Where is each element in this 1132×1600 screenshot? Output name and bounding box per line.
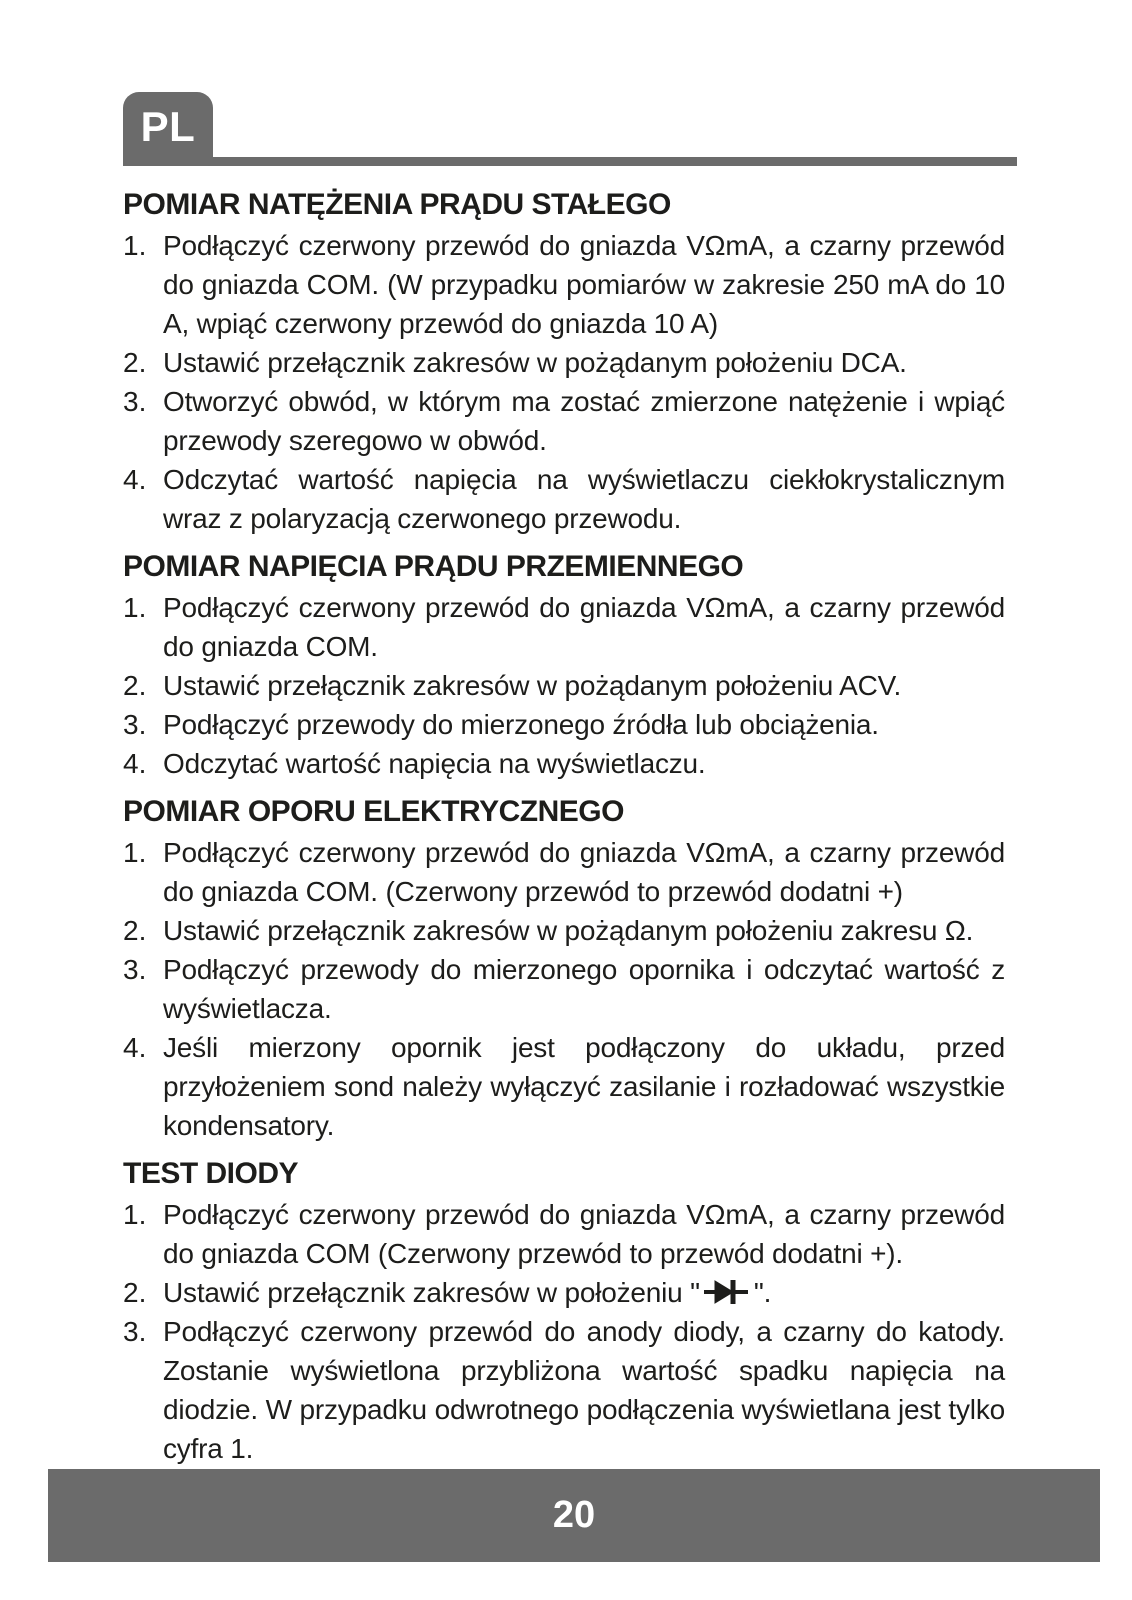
list-item-number: 3. — [123, 1316, 147, 1347]
language-tab — [123, 92, 213, 166]
list-item — [123, 666, 1005, 705]
list-item-number: 3. — [123, 954, 147, 985]
list-item-text: Ustawić przełącznik zakresów w pożądanym położeniu DCA. — [163, 347, 907, 378]
list-item-text: Podłączyć czerwony przewód do gniazda VΩmA, a czarny przewód do gniazda COM. (Czerwony przewód to przewód dodatni +) — [163, 837, 1005, 907]
list-item-text: Odczytać wartość napięcia na wyświetlaczu ciekłokrystalicznym wraz z polaryzacją czerwonego przewodu. — [163, 464, 1005, 534]
list-item-text: Podłączyć czerwony przewód do gniazda VΩmA, a czarny przewód do gniazda COM (Czerwony przewód to przewód dodatni +). — [163, 1199, 1005, 1269]
list-item-text: Odczytać wartość napięcia na wyświetlaczu. — [163, 748, 706, 779]
list-item — [123, 1195, 1005, 1273]
content-column — [123, 186, 1005, 1468]
list-item-text: Podłączyć czerwony przewód do gniazda VΩmA, a czarny przewód do gniazda COM. — [163, 592, 1005, 662]
list-item — [123, 705, 1005, 744]
list-item — [123, 1028, 1005, 1145]
list-item-text: Podłączyć czerwony przewód do gniazda VΩmA, a czarny przewód do gniazda COM. (W przypadku pomiarów w zakresie 250 mA do 10 A, wpiąć czerwony przewód do gniazda 10 A) — [163, 230, 1005, 339]
section-title: POMIAR NATĘŻENIA PRĄDU STAŁEGO — [123, 188, 671, 221]
list-item-number: 1. — [123, 592, 147, 623]
step-list — [123, 588, 1005, 783]
list-item-number: 2. — [123, 347, 147, 378]
section-diode-test — [123, 1155, 1005, 1468]
list-item-number: 2. — [123, 915, 147, 946]
list-item — [123, 744, 1005, 783]
list-item-number: 1. — [123, 230, 147, 261]
list-item-text-suffix: ". — [753, 1277, 772, 1308]
section-ac-voltage-measurement — [123, 548, 1005, 783]
list-item-number: 2. — [123, 670, 147, 701]
list-item-number: 1. — [123, 1199, 147, 1230]
section-dc-current-measurement — [123, 186, 1005, 538]
list-item — [123, 950, 1005, 1028]
section-resistance-measurement — [123, 793, 1005, 1145]
header-divider-bar — [123, 157, 1017, 166]
section-title: TEST DIODY — [123, 1157, 299, 1190]
list-item-text — [163, 1273, 1005, 1312]
list-item-number: 3. — [123, 709, 147, 740]
list-item — [123, 343, 1005, 382]
list-item — [123, 1273, 1005, 1312]
step-list — [123, 226, 1005, 538]
footer-bar — [48, 1469, 1100, 1562]
list-item — [123, 1312, 1005, 1468]
list-item-number: 4. — [123, 1032, 147, 1063]
list-item-number: 2. — [123, 1277, 147, 1308]
list-item-text: Podłączyć przewody do mierzonego opornika i odczytać wartość z wyświetlacza. — [163, 954, 1005, 1024]
list-item — [123, 588, 1005, 666]
list-item — [123, 226, 1005, 343]
page-number: 20 — [552, 1494, 596, 1536]
step-list — [123, 1195, 1005, 1468]
diode-icon — [704, 1279, 750, 1305]
list-item-number: 3. — [123, 386, 147, 417]
list-item-text: Jeśli mierzony opornik jest podłączony do układu, przed przyłożeniem sond należy wyłączyć zasilanie i rozładować wszystkie kondensatory. — [163, 1032, 1005, 1141]
list-item-text: Ustawić przełącznik zakresów w pożądanym położeniu zakresu Ω. — [163, 915, 974, 946]
list-item-number: 4. — [123, 464, 147, 495]
list-item — [123, 382, 1005, 460]
section-title: POMIAR OPORU ELEKTRYCZNEGO — [123, 795, 624, 828]
list-item-text: Otworzyć obwód, w którym ma zostać zmierzone natężenie i wpiąć przewody szeregowo w obwód. — [163, 386, 1005, 456]
list-item — [123, 460, 1005, 538]
section-title: POMIAR NAPIĘCIA PRĄDU PRZEMIENNEGO — [123, 550, 744, 583]
list-item-text: Podłączyć czerwony przewód do anody diody, a czarny do katody. Zostanie wyświetlona przybliżona wartość spadku napięcia na diodzie. W przypadku odwrotnego podłączenia wyświetlana jest tylko cyfra 1. — [163, 1316, 1005, 1464]
step-list — [123, 833, 1005, 1145]
list-item — [123, 833, 1005, 911]
list-item-number: 4. — [123, 748, 147, 779]
list-item — [123, 911, 1005, 950]
list-item-text-prefix: Ustawić przełącznik zakresów w położeniu " — [163, 1277, 700, 1308]
list-item-text: Ustawić przełącznik zakresów w pożądanym położeniu ACV. — [163, 670, 902, 701]
list-item-number: 1. — [123, 837, 147, 868]
list-item-text: Podłączyć przewody do mierzonego źródła lub obciążenia. — [163, 709, 879, 740]
language-tab-label: PL — [140, 103, 196, 150]
